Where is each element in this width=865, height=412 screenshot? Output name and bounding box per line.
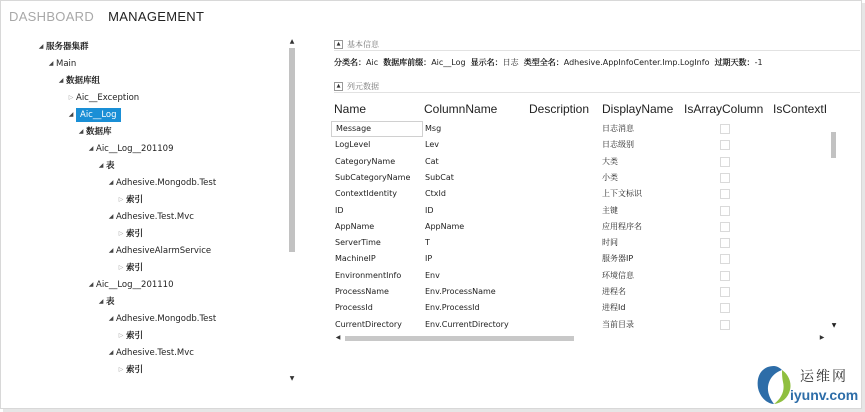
cell-displayname: 大类 xyxy=(602,156,618,166)
expanded-arrow-icon[interactable]: ◢ xyxy=(78,128,84,135)
table-row[interactable] xyxy=(331,219,829,235)
collapsed-arrow-icon[interactable]: ▷ xyxy=(118,332,124,339)
is-array-checkbox[interactable] xyxy=(720,157,730,167)
watermark xyxy=(752,360,862,408)
is-array-checkbox[interactable] xyxy=(720,206,730,216)
cell-displayname: 服务器IP xyxy=(602,254,634,264)
cell-columnname: T xyxy=(425,238,430,248)
collapsed-arrow-icon[interactable]: ▷ xyxy=(68,94,74,101)
tree-node[interactable] xyxy=(106,176,216,190)
nav-dashboard[interactable]: DASHBOARD xyxy=(9,9,95,24)
tree-node-label: AdhesiveAlarmService xyxy=(116,246,212,256)
tree-node[interactable] xyxy=(106,210,194,224)
is-array-checkbox[interactable] xyxy=(720,124,730,134)
grid-hscroll-thumb[interactable] xyxy=(345,336,574,341)
tree-node[interactable] xyxy=(106,244,211,258)
cell-name: ProcessId xyxy=(335,303,373,313)
tree-node-label: Aic__Log__201110 xyxy=(96,280,174,290)
collapsed-arrow-icon[interactable]: ▷ xyxy=(118,366,124,373)
tree-node[interactable] xyxy=(46,57,76,71)
is-array-checkbox[interactable] xyxy=(720,271,730,281)
col-header-displayname[interactable]: DisplayName xyxy=(602,102,674,116)
watermark-site: 运维网 xyxy=(800,369,848,385)
tree-scroll-thumb[interactable] xyxy=(289,48,295,252)
tree-node-label: 服务器集群 xyxy=(46,42,89,52)
tree-node-label: 表 xyxy=(106,297,115,307)
cell-name: MachineIP xyxy=(335,254,376,264)
prefix-value: Aic__Log xyxy=(431,58,466,67)
expanded-arrow-icon[interactable]: ◢ xyxy=(88,281,94,288)
tree-node-label: Aic__Log xyxy=(76,108,121,122)
table-row[interactable] xyxy=(331,186,829,202)
basic-info-header[interactable] xyxy=(334,38,379,50)
cell-displayname: 进程名 xyxy=(602,287,626,296)
grid-vertical-scrollbar[interactable] xyxy=(830,120,838,330)
cell-displayname: 主键 xyxy=(602,205,618,215)
is-array-checkbox[interactable] xyxy=(720,189,730,199)
cell-columnname: Env.CurrentDirectory xyxy=(425,319,509,329)
grid-horizontal-scrollbar[interactable] xyxy=(334,334,826,342)
table-row[interactable] xyxy=(331,251,829,267)
cell-name: ID xyxy=(335,205,344,215)
type-value: Adhesive.AppInfoCenter.Imp.LogInfo xyxy=(563,58,710,67)
tree-node-label: Adhesive.Test.Mvc xyxy=(116,212,194,222)
collapse-toggle-icon[interactable]: ▲ xyxy=(334,40,343,49)
category-value: Aic xyxy=(366,58,379,67)
tree-node[interactable] xyxy=(96,295,115,309)
collapsed-arrow-icon[interactable]: ▷ xyxy=(118,196,124,203)
cell-columnname: IP xyxy=(425,254,433,264)
cell-columnname: CtxId xyxy=(425,189,446,199)
cell-columnname: Msg xyxy=(425,124,442,133)
table-row[interactable] xyxy=(331,137,829,153)
is-array-checkbox[interactable] xyxy=(720,303,730,313)
expanded-arrow-icon[interactable]: ◢ xyxy=(108,349,114,356)
cell-displayname: 环境信息 xyxy=(602,270,634,280)
tree-node-label: 索引 xyxy=(126,263,144,273)
tree-node-label: Adhesive.Mongodb.Test xyxy=(116,178,217,188)
expanded-arrow-icon[interactable]: ◢ xyxy=(108,179,114,186)
cell-columnname: ID xyxy=(425,205,434,215)
scroll-right-arrow-icon[interactable]: ▶ xyxy=(819,334,825,341)
table-row[interactable] xyxy=(331,268,829,284)
tree-node-label: 索引 xyxy=(126,331,144,341)
expire-label: 过期天数： xyxy=(714,58,755,67)
tree-node[interactable] xyxy=(66,91,139,105)
expanded-arrow-icon[interactable]: ◢ xyxy=(98,162,104,169)
scroll-down-arrow-icon[interactable]: ▼ xyxy=(831,322,837,329)
display-value: 日志 xyxy=(502,58,519,67)
cell-name: CurrentDirectory xyxy=(335,319,402,329)
tree-node-label: 索引 xyxy=(126,195,144,205)
cell-name: CategoryName xyxy=(335,156,396,166)
is-array-checkbox[interactable] xyxy=(720,140,730,150)
cell-name: ContextIdentity xyxy=(335,189,397,199)
category-label: 分类名： xyxy=(334,58,366,67)
is-array-checkbox[interactable] xyxy=(720,238,730,248)
prefix-label: 数据库前缀： xyxy=(383,58,432,67)
scroll-down-arrow-icon[interactable]: ▼ xyxy=(289,375,295,382)
is-array-checkbox[interactable] xyxy=(720,173,730,183)
expanded-arrow-icon[interactable]: ◢ xyxy=(108,315,114,322)
cell-columnname: Env.ProcessName xyxy=(425,287,496,296)
table-row[interactable] xyxy=(331,284,829,300)
tree-node[interactable] xyxy=(116,193,143,207)
cell-name: Message xyxy=(331,121,423,137)
cell-displayname: 日志消息 xyxy=(602,124,634,133)
watermark-domain: iyunv.com xyxy=(790,387,859,403)
tree-scrollbar[interactable] xyxy=(288,38,296,383)
server-tree xyxy=(36,40,284,383)
cell-columnname: Env xyxy=(425,270,440,280)
cell-name: ServerTime xyxy=(335,238,381,248)
tree-node-label: 索引 xyxy=(126,229,144,239)
tree-node[interactable] xyxy=(56,74,100,88)
expanded-arrow-icon[interactable]: ◢ xyxy=(108,213,114,220)
grid-vscroll-thumb[interactable] xyxy=(831,132,836,158)
tree-node[interactable] xyxy=(116,227,143,241)
collapsed-arrow-icon[interactable]: ▷ xyxy=(118,230,124,237)
cell-columnname: Cat xyxy=(425,156,439,166)
cell-displayname: 应用程序名 xyxy=(602,221,642,231)
tree-node[interactable] xyxy=(76,125,112,139)
cell-name: EnvironmentInfo xyxy=(335,270,402,280)
tree-node[interactable] xyxy=(116,261,143,275)
cell-columnname: Env.ProcessId xyxy=(425,303,480,313)
cell-displayname: 时间 xyxy=(602,238,618,248)
tree-node-label: 数据库 xyxy=(86,127,112,137)
basic-info-title: 基本信息 xyxy=(347,39,379,49)
expanded-arrow-icon[interactable]: ◢ xyxy=(98,298,104,305)
tree-node-label: 索引 xyxy=(126,365,144,375)
tree-node[interactable] xyxy=(86,142,173,156)
table-row[interactable] xyxy=(331,235,829,251)
divider xyxy=(334,50,860,51)
cell-name: ProcessName xyxy=(335,287,389,296)
cell-columnname: SubCat xyxy=(425,172,454,182)
table-row[interactable] xyxy=(331,300,829,316)
col-header-name[interactable]: Name xyxy=(334,102,367,116)
column-data-title: 列元数据 xyxy=(347,81,379,91)
display-label: 显示名： xyxy=(470,58,503,67)
divider xyxy=(334,92,860,93)
cell-displayname: 日志级别 xyxy=(602,140,634,150)
col-header-description[interactable]: Description xyxy=(529,102,590,116)
tree-node-label: 数据库组 xyxy=(66,76,101,86)
tree-node-label: Aic__Log__201109 xyxy=(96,144,174,154)
cell-displayname: 小类 xyxy=(602,172,618,182)
expanded-arrow-icon[interactable]: ◢ xyxy=(88,145,94,152)
cell-displayname: 进程Id xyxy=(602,303,626,313)
expanded-arrow-icon[interactable]: ◢ xyxy=(48,60,54,67)
table-row[interactable] xyxy=(331,170,829,186)
cell-columnname: AppName xyxy=(425,221,465,231)
table-row[interactable] xyxy=(331,121,829,137)
tree-node-label: Adhesive.Test.Mvc xyxy=(116,348,194,358)
tree-node[interactable] xyxy=(86,278,173,292)
expanded-arrow-icon[interactable]: ◢ xyxy=(108,247,114,254)
cell-name: AppName xyxy=(335,221,375,231)
type-label: 类型全名： xyxy=(523,58,564,67)
scroll-left-arrow-icon[interactable]: ◀ xyxy=(335,334,341,341)
collapsed-arrow-icon[interactable]: ▷ xyxy=(118,264,124,271)
table-row[interactable] xyxy=(331,154,829,170)
column-data-header[interactable] xyxy=(334,80,379,92)
col-header-isarraycolumn[interactable]: IsArrayColumn xyxy=(684,102,764,116)
basic-info-line xyxy=(334,57,763,69)
is-array-checkbox[interactable] xyxy=(720,287,730,297)
cell-columnname: Lev xyxy=(425,140,439,150)
col-header-columnname[interactable]: ColumnName xyxy=(424,102,498,116)
expanded-arrow-icon[interactable]: ◢ xyxy=(58,77,64,84)
col-header-iscontext[interactable]: IsContextI xyxy=(773,102,828,116)
cell-name: SubCategoryName xyxy=(335,172,411,182)
tree-node[interactable] xyxy=(66,108,121,122)
tree-node[interactable] xyxy=(36,40,89,54)
tree-node[interactable] xyxy=(106,312,216,326)
cell-displayname: 上下文标识 xyxy=(602,189,642,199)
tree-node-label: 表 xyxy=(106,161,115,171)
expire-value: -1 xyxy=(754,58,763,67)
tree-node-label: Adhesive.Mongodb.Test xyxy=(116,314,217,324)
cell-name: LogLevel xyxy=(335,140,371,150)
expanded-arrow-icon[interactable]: ◢ xyxy=(38,43,44,50)
tree-node[interactable] xyxy=(96,159,115,173)
cell-displayname: 当前目录 xyxy=(602,319,634,329)
tree-node-label: Main xyxy=(56,59,77,69)
is-array-checkbox[interactable] xyxy=(720,320,730,330)
table-row[interactable] xyxy=(331,203,829,219)
tree-node[interactable] xyxy=(106,346,194,360)
top-nav xyxy=(9,9,204,27)
tree-node[interactable] xyxy=(116,329,143,343)
tree-node[interactable] xyxy=(116,363,143,377)
is-array-checkbox[interactable] xyxy=(720,254,730,264)
tree-node-label: Aic__Exception xyxy=(76,93,140,103)
nav-management[interactable]: MANAGEMENT xyxy=(108,9,205,24)
table-row[interactable] xyxy=(331,317,829,333)
scroll-up-arrow-icon[interactable]: ▲ xyxy=(289,38,295,45)
is-array-checkbox[interactable] xyxy=(720,222,730,232)
expanded-arrow-icon[interactable]: ◢ xyxy=(68,111,74,118)
collapse-toggle-icon[interactable]: ▲ xyxy=(334,82,343,91)
